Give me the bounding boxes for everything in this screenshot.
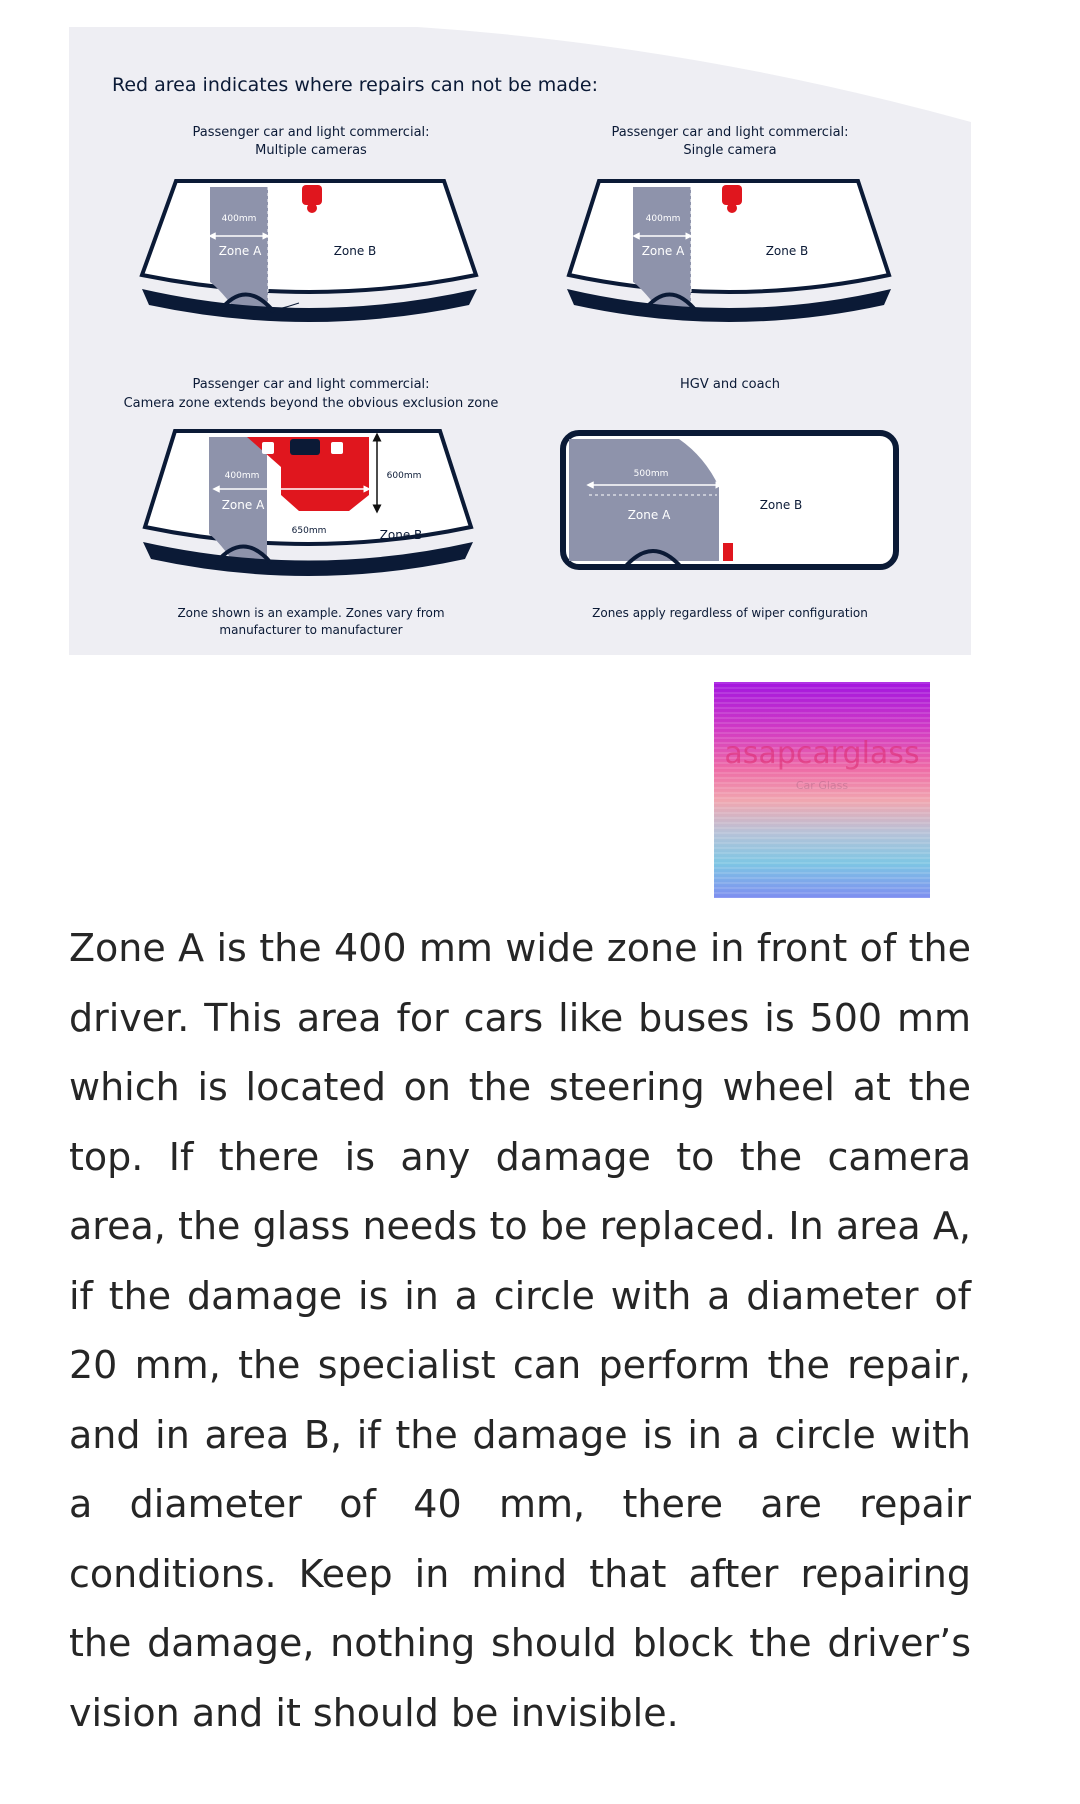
- panel-2-caption-line2: Single camera: [683, 143, 777, 158]
- panel-1-caption-line2: Multiple cameras: [255, 143, 367, 158]
- panel-4-zone-a: Zone A: [627, 508, 671, 522]
- panel-4-footnote-line1: Zones apply regardless of wiper configuration: [592, 606, 868, 620]
- brand-subtitle: Car Glass: [795, 779, 849, 792]
- panel-2-caption-line1: Passenger car and light commercial:: [611, 125, 849, 140]
- panel-4-windscreen: [563, 433, 896, 567]
- panel-1-zone-a: Zone A: [218, 244, 262, 258]
- panel-3-zone-b: Zone B: [379, 528, 423, 542]
- panel-2-zone-a: Zone A: [641, 244, 685, 258]
- panel-3-measure-width: 650mm: [291, 526, 327, 536]
- panel-3-zone-a: Zone A: [221, 498, 265, 512]
- panel-3-footnote-line1: Zone shown is an example. Zones vary from: [177, 606, 445, 620]
- article-paragraph: Zone A is the 400 mm wide zone in front of the driver. This area for cars like buses is 500 mm which is located on the steering wheel at the top. If there is any damage to the camera area, the glass needs to be replaced. In area A, if the damage is in a circle with a diameter of 20 mm, the specialist can perform the repair, and in area B, if the damage is in a circle with a diameter of 40 mm, there are repair conditions. Keep in mind that after repairing the damage, nothing should block the driver’s vision and it should be invisible.: [69, 926, 971, 1735]
- diagram-svg: [69, 27, 971, 655]
- panel-3-measure-height: 600mm: [386, 471, 422, 481]
- panel-2-measure-a: 400mm: [645, 214, 681, 224]
- brand-wordmark: asapcarglass: [724, 736, 920, 771]
- brand-logo-tile: [714, 682, 930, 898]
- panel-3-caption-line1: Passenger car and light commercial:: [192, 377, 430, 392]
- panel-1-measure-a: 400mm: [221, 214, 257, 224]
- panel-1-caption-line1: Passenger car and light commercial:: [192, 125, 430, 140]
- panel-4-measure-a: 500mm: [633, 469, 669, 479]
- windscreen-zones-diagram: [69, 27, 971, 655]
- panel-2-zone-b: Zone B: [765, 244, 809, 258]
- panel-4-zone-b: Zone B: [759, 498, 803, 512]
- panel-3-measure-a: 400mm: [224, 471, 260, 481]
- diagram-heading: Red area indicates where repairs can not be made:: [112, 74, 599, 96]
- panel-4-caption-line1: HGV and coach: [680, 377, 780, 392]
- panel-3-caption-line2: Camera zone extends beyond the obvious exclusion zone: [123, 396, 499, 411]
- panel-1-zone-b: Zone B: [333, 244, 377, 258]
- panel-3-footnote-line2: manufacturer to manufacturer: [219, 623, 403, 637]
